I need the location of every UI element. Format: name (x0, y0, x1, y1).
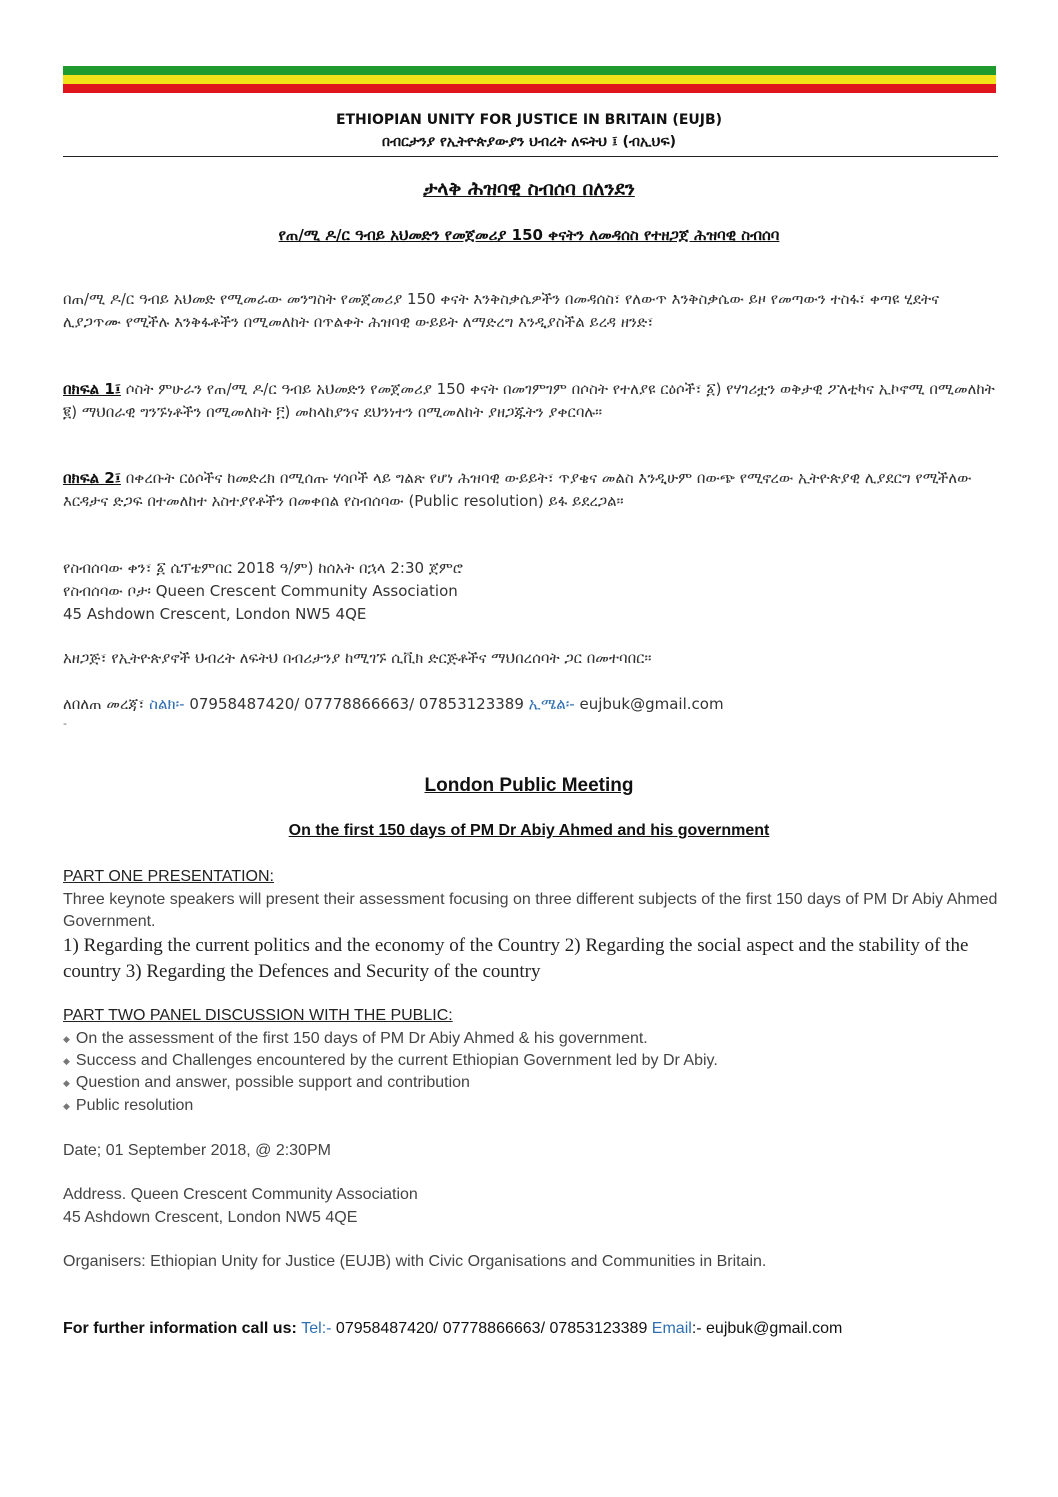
amharic-part2-label: በክፍል 2፤ (63, 469, 121, 487)
list-item: ◆ On the assessment of the first 150 days of PM Dr Abiy Ahmed & his government. (63, 1028, 998, 1050)
footer-email-label: Email (651, 1320, 692, 1337)
amharic-email[interactable]: eujbuk@gmail.com (574, 695, 724, 713)
meeting-date: Date; 01 September 2018, @ 2:30PM (63, 1142, 331, 1159)
amharic-subtitle: የጠ/ሚ ዶ/ር ዓብይ አህመድን የመጀመሪያ 150 ቀናትን ለመዳሰስ የተዘጋጀ ሕዝባዊ ስብሰባ (278, 226, 780, 244)
amharic-contact-prefix: ለበለጠ መረጃ፣ (63, 695, 150, 713)
english-subtitle: On the first 150 days of PM Dr Abiy Ahmed and his government (288, 822, 770, 839)
stray-dash: - (63, 717, 67, 730)
footer-tel-label: Tel:- (301, 1320, 332, 1337)
address-line-2: 45 Ashdown Crescent, London NW5 4QE (63, 1209, 358, 1226)
amharic-organiser: አዘጋጅ፣ የኢትዮጵያኖች ህብረት ለፍትህ በብሪታንያ ከሚገኙ ሲቪክ ድርጅቶችና ማህበረሰባት ጋር በመተባበር። (63, 649, 652, 667)
amharic-part1-label: በክፍል 1፤ (63, 380, 121, 398)
amharic-contact (63, 693, 998, 716)
footer-contact (63, 1320, 998, 1338)
amharic-email-label: ኢሜል፡- (528, 695, 575, 713)
amharic-address: 45 Ashdown Crescent, London NW5 4QE (63, 605, 367, 623)
header-divider (63, 156, 998, 157)
amharic-phone-label: ስልክ፡- (149, 695, 185, 713)
amharic-venue: የስብሰባው ቦታ፡ Queen Crescent Community Association (63, 582, 458, 600)
part2-heading-block (63, 1005, 998, 1027)
list-item: ◆ Public resolution (63, 1095, 998, 1117)
amharic-phones[interactable]: 07958487420/ 07778866663/ 07853123389 (184, 695, 529, 713)
org-name-en: ETHIOPIAN UNITY FOR JUSTICE IN BRITAIN (EUJB) (335, 112, 723, 128)
footer-prefix: For further information call us: (63, 1320, 302, 1337)
part1-heading: PART ONE PRESENTATION: (63, 868, 274, 885)
flag-stripe-yellow (63, 75, 996, 84)
amharic-date: የስብሰባው ቀን፣ ፩ ሴፕቴምበር 2018 ዓ/ም) ከሰአት በኋላ 2:30 ጀምሮ (63, 559, 463, 577)
org-name-am: በብርታንያ የኢትዮጵያውያን ህብረት ለፍትህ ፤ (ብኢህፍ) (381, 134, 677, 150)
footer-phones[interactable]: 07958487420/ 07778866663/ 07853123389 (331, 1320, 652, 1337)
amharic-part1-text: ሶስት ምሁራን የጠ/ሚ ዶ/ር ዓብይ አህመድን የመጀመሪያ 150 ቀናት በመገምገም በሶስት የተለያዩ ርዕሶች፣ ፩) የሃገሪቷን ወቅታዊ ፖለቲካና ኢኮኖሚ በሚመለከት ፪) ማህበራዊ ግንኙነቶችን በሚመለከት ፫) መከላከያንና ደህንነተን በሚመለከት ያዘጋጁትን ያቀርባሉ። (63, 380, 995, 421)
amharic-part2-text: በቀረቡት ርዕሶችና ከመድረክ በሚሰጡ ሃሳቦች ላይ ግልጽ የሆነ ሕዝባዊ ውይይት፣ ጥያቄና መልስ እንዲሁም በውጭ የሚኖረው ኢትዮጵያዊ ሊያደርግ የሚችለው እርዳታና ድጋፍ በተመለከተ አስተያየቶችን በመቀበል የስብሰባው (Public resolution) ይፋ ይደረጋል። (63, 469, 972, 510)
list-item: ◆ Question and answer, possible support and contribution (63, 1072, 998, 1094)
part1-topics: 1) Regarding the current politics and the economy of the Country 2) Regarding the social aspect and the stability of the country 3) Regarding the Defences and Security of the country (63, 935, 969, 982)
flag-stripe-red (63, 84, 996, 93)
english-title: London Public Meeting (424, 775, 634, 796)
part2-bullet-list (63, 1028, 998, 1117)
footer-email[interactable]: :- eujbuk@gmail.com (691, 1320, 843, 1337)
organisers: Organisers: Ethiopian Unity for Justice (EUJB) with Civic Organisations and Communities in Britain. (63, 1253, 767, 1270)
flag-stripe-green (63, 66, 996, 75)
amharic-title: ታላቅ ሕዝባዊ ስብሰባ በለንደን (423, 178, 635, 200)
amharic-intro: በጠ/ሚ ዶ/ር ዓብይ አህመድ የሚመራው መንግስት የመጀመሪያ 150 ቀናት እንቅስቃሴዎችን በመዳሰስ፣ የለውጥ እንቅስቃሴው ይዞ የመጣውን ተስፋ፣ ቀጣዩ ሂደትና ሊያጋጥሙ የሚችሉ እንቅፋቶችን በሚመለከት በጥልቀት ሕዝባዊ ውይይት ለማድረግ እንዲያስችል ይረዳ ዘንድ፣ (63, 290, 940, 331)
part2-heading: PART TWO PANEL DISCUSSION WITH THE PUBLIC: (63, 1007, 453, 1024)
list-item: ◆ Success and Challenges encountered by the current Ethiopian Government led by Dr Abiy. (63, 1050, 998, 1072)
amharic-part1 (63, 378, 998, 424)
address-line-1: Address. Queen Crescent Community Association (63, 1186, 418, 1203)
amharic-part2 (63, 467, 998, 513)
part1-heading-block (63, 866, 998, 888)
part1-text: Three keynote speakers will present their assessment focusing on three different subjects of the first 150 days of PM Dr Abiy Ahmed Government. (63, 891, 998, 930)
